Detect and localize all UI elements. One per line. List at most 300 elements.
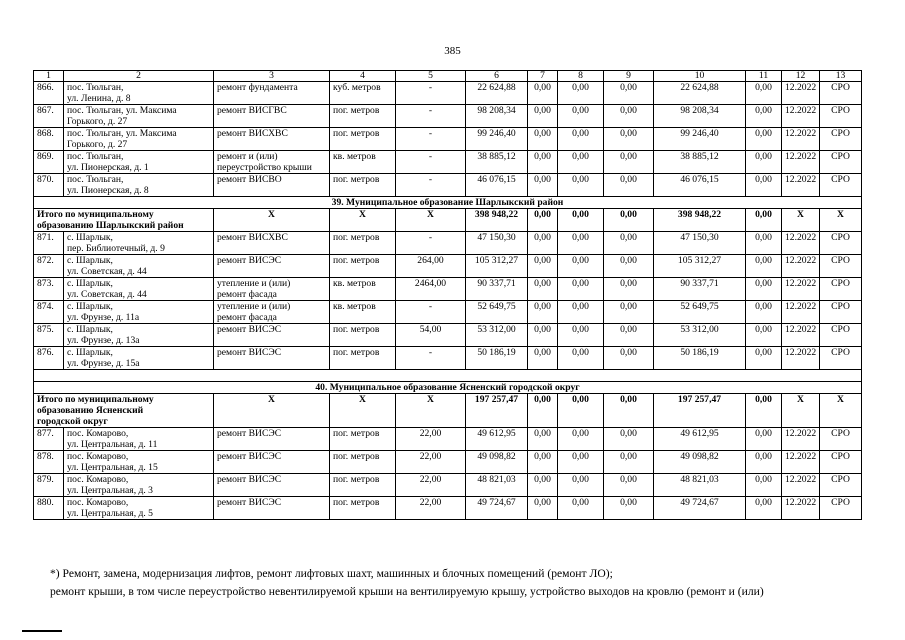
work-type-cell [214, 278, 330, 301]
column-number: 3 [214, 71, 330, 82]
total-cost-cell: 90 337,71 [466, 278, 528, 301]
row-number: 868. [34, 128, 64, 151]
work-type-cell [214, 232, 330, 255]
subtotal-value-cell: 0,00 [746, 209, 782, 232]
volume-cell: 54,00 [396, 324, 466, 347]
unit-cell: пог. метров [330, 428, 396, 451]
total-cost-cell: 49 612,95 [466, 428, 528, 451]
subtotal-label-line: городской округ [37, 416, 108, 427]
spacer-cell [34, 370, 862, 382]
source-cell: СРО [820, 128, 862, 151]
value-cell: 0,00 [528, 497, 558, 520]
date-cell: 12.2022 [782, 82, 820, 105]
capital-repair-table [33, 70, 862, 520]
address-line: с. Шарлык, [67, 255, 113, 266]
subtotal-value-cell: 0,00 [528, 209, 558, 232]
value-cell: 0,00 [604, 255, 654, 278]
table-row [34, 428, 862, 451]
value-cell: 0,00 [746, 82, 782, 105]
subtotal-label-line: Итого по муниципальному [37, 209, 154, 220]
subtotal-value-cell: 197 257,47 [654, 394, 746, 428]
source-cell: СРО [820, 174, 862, 197]
unit-cell: кв. метров [330, 278, 396, 301]
work-type-cell [214, 347, 330, 370]
subtotal-label-line: Итого по муниципальному [37, 394, 154, 405]
value-cell: 0,00 [558, 497, 604, 520]
table-row [34, 451, 862, 474]
footnote [50, 565, 890, 601]
value-cell: 0,00 [746, 428, 782, 451]
value-cell: 99 246,40 [654, 128, 746, 151]
work-type-line: ремонт и (или) [217, 151, 278, 162]
row-number: 872. [34, 255, 64, 278]
address-line: с. Шарлык, [67, 232, 113, 243]
column-number: 13 [820, 71, 862, 82]
table-row [34, 105, 862, 128]
value-cell: 0,00 [558, 151, 604, 174]
date-cell: 12.2022 [782, 474, 820, 497]
value-cell: 0,00 [604, 105, 654, 128]
value-cell: 0,00 [528, 324, 558, 347]
total-cost-cell: 105 312,27 [466, 255, 528, 278]
address-line: пос. Тюльган, [67, 82, 124, 93]
value-cell: 0,00 [604, 174, 654, 197]
value-cell: 0,00 [604, 347, 654, 370]
address-line: ул. Центральная, д. 3 [67, 485, 153, 496]
value-cell: 0,00 [746, 497, 782, 520]
column-number: 6 [466, 71, 528, 82]
subtotal-label-line: образованию Шарлыкский район [37, 220, 184, 231]
address-cell [64, 278, 214, 301]
row-number: 876. [34, 347, 64, 370]
total-cost-cell: 53 312,00 [466, 324, 528, 347]
value-cell: 0,00 [746, 301, 782, 324]
volume-cell: 22,00 [396, 451, 466, 474]
value-cell: 0,00 [746, 151, 782, 174]
address-line: пос. Тюльган, ул. Максима [67, 105, 177, 116]
date-cell: 12.2022 [782, 301, 820, 324]
value-cell: 49 724,67 [654, 497, 746, 520]
address-cell [64, 347, 214, 370]
row-number: 875. [34, 324, 64, 347]
volume-cell: 2464,00 [396, 278, 466, 301]
value-cell: 0,00 [558, 82, 604, 105]
table-row [34, 232, 862, 255]
volume-cell: - [396, 151, 466, 174]
subtotal-value-cell: 0,00 [604, 209, 654, 232]
volume-cell: - [396, 347, 466, 370]
source-cell: СРО [820, 105, 862, 128]
value-cell: 105 312,27 [654, 255, 746, 278]
address-line: Горького, д. 27 [67, 116, 128, 127]
volume-cell: - [396, 82, 466, 105]
table-row [34, 324, 862, 347]
subtotal-label-line: образованию Ясненский [37, 405, 144, 416]
table-row [34, 347, 862, 370]
value-cell: 0,00 [604, 301, 654, 324]
work-type-cell [214, 105, 330, 128]
subtotal-x-cell: Х [782, 209, 820, 232]
total-cost-cell: 49 724,67 [466, 497, 528, 520]
work-type-cell [214, 255, 330, 278]
total-cost-cell: 38 885,12 [466, 151, 528, 174]
table-row [34, 151, 862, 174]
total-cost-cell: 22 624,88 [466, 82, 528, 105]
volume-cell: - [396, 105, 466, 128]
value-cell: 0,00 [746, 232, 782, 255]
volume-cell: 264,00 [396, 255, 466, 278]
subtotal-x-cell: Х [330, 394, 396, 428]
row-number: 867. [34, 105, 64, 128]
address-line: с. Шарлык, [67, 301, 113, 312]
address-line: ул. Фрунзе, д. 13а [67, 335, 140, 346]
column-number: 2 [64, 71, 214, 82]
unit-cell: пог. метров [330, 255, 396, 278]
section-title: 39. Муниципальное образование Шарлыкский район [34, 197, 862, 209]
address-cell [64, 451, 214, 474]
spacer-row [34, 370, 862, 382]
subtotal-total-cell: 398 948,22 [466, 209, 528, 232]
value-cell: 0,00 [604, 151, 654, 174]
date-cell: 12.2022 [782, 232, 820, 255]
table-row [34, 82, 862, 105]
work-type-line: ремонт ВИСГВС [217, 105, 287, 116]
work-type-line: переустройство крыши [217, 162, 312, 173]
subtotal-value-cell: 0,00 [558, 209, 604, 232]
page-number: 385 [444, 45, 461, 57]
value-cell: 47 150,30 [654, 232, 746, 255]
address-line: ул. Пионерская, д. 1 [67, 162, 149, 173]
value-cell: 0,00 [558, 474, 604, 497]
address-cell [64, 497, 214, 520]
value-cell: 0,00 [604, 82, 654, 105]
value-cell: 0,00 [746, 128, 782, 151]
volume-cell: 22,00 [396, 428, 466, 451]
unit-cell: пог. метров [330, 105, 396, 128]
address-line: ул. Фрунзе, д. 11а [67, 312, 140, 323]
work-type-line: утепление и (или) [217, 301, 291, 312]
address-cell [64, 301, 214, 324]
footnote-line-2: ремонт крыши, в том числе переустройство невентилируемой крыши на вентилируемую крышу, устройство выходов на кровлю (ремонт и (или) [50, 585, 764, 598]
value-cell: 0,00 [558, 347, 604, 370]
date-cell: 12.2022 [782, 174, 820, 197]
unit-cell: пог. метров [330, 128, 396, 151]
value-cell: 0,00 [604, 232, 654, 255]
value-cell: 0,00 [746, 105, 782, 128]
volume-cell: 22,00 [396, 474, 466, 497]
value-cell: 22 624,88 [654, 82, 746, 105]
row-number: 873. [34, 278, 64, 301]
work-type-cell [214, 151, 330, 174]
subtotal-x-cell: Х [214, 394, 330, 428]
value-cell: 0,00 [558, 278, 604, 301]
bottom-rule [22, 630, 62, 632]
value-cell: 52 649,75 [654, 301, 746, 324]
date-cell: 12.2022 [782, 255, 820, 278]
address-cell [64, 128, 214, 151]
value-cell: 98 208,34 [654, 105, 746, 128]
date-cell: 12.2022 [782, 324, 820, 347]
address-cell [64, 255, 214, 278]
address-line: ул. Центральная, д. 11 [67, 439, 158, 450]
subtotal-x-cell: Х [396, 394, 466, 428]
value-cell: 0,00 [604, 497, 654, 520]
subtotal-x-cell: Х [396, 209, 466, 232]
subtotal-x-cell: Х [820, 394, 862, 428]
subtotal-x-cell: Х [214, 209, 330, 232]
work-type-cell [214, 497, 330, 520]
value-cell: 0,00 [746, 174, 782, 197]
date-cell: 12.2022 [782, 278, 820, 301]
unit-cell: кв. метров [330, 151, 396, 174]
value-cell: 0,00 [604, 128, 654, 151]
total-cost-cell: 47 150,30 [466, 232, 528, 255]
row-number: 878. [34, 451, 64, 474]
value-cell: 0,00 [746, 255, 782, 278]
work-type-cell [214, 301, 330, 324]
value-cell: 0,00 [746, 324, 782, 347]
address-line: с. Шарлык, [67, 347, 113, 358]
table-row [34, 255, 862, 278]
unit-cell: пог. метров [330, 347, 396, 370]
value-cell: 0,00 [528, 255, 558, 278]
volume-cell: - [396, 301, 466, 324]
address-cell [64, 324, 214, 347]
table-row [34, 497, 862, 520]
footnote-line-1: *) Ремонт, замена, модернизация лифтов, ремонт лифтовых шахт, машинных и блочных помещений (ремонт ЛО); [50, 567, 613, 580]
address-cell [64, 474, 214, 497]
address-line: пос. Комарово, [67, 428, 129, 439]
work-type-cell [214, 128, 330, 151]
date-cell: 12.2022 [782, 105, 820, 128]
table-row [34, 174, 862, 197]
work-type-cell [214, 428, 330, 451]
value-cell: 0,00 [604, 324, 654, 347]
value-cell: 0,00 [746, 347, 782, 370]
volume-cell: 22,00 [396, 497, 466, 520]
source-cell: СРО [820, 428, 862, 451]
value-cell: 0,00 [528, 301, 558, 324]
unit-cell: пог. метров [330, 497, 396, 520]
unit-cell: пог. метров [330, 174, 396, 197]
column-number-row [34, 71, 862, 82]
source-cell: СРО [820, 324, 862, 347]
row-number: 874. [34, 301, 64, 324]
address-line: ул. Фрунзе, д. 15а [67, 358, 140, 369]
work-type-line: ремонт фундамента [217, 82, 298, 93]
value-cell: 0,00 [528, 278, 558, 301]
value-cell: 0,00 [558, 301, 604, 324]
value-cell: 0,00 [558, 451, 604, 474]
value-cell: 0,00 [558, 428, 604, 451]
address-cell [64, 82, 214, 105]
subtotal-value-cell: 0,00 [746, 394, 782, 428]
work-type-cell [214, 324, 330, 347]
source-cell: СРО [820, 301, 862, 324]
total-cost-cell: 49 098,82 [466, 451, 528, 474]
section-title: 40. Муниципальное образование Ясненский городской округ [34, 382, 862, 394]
column-number: 5 [396, 71, 466, 82]
unit-cell: кв. метров [330, 301, 396, 324]
total-cost-cell: 48 821,03 [466, 474, 528, 497]
value-cell: 0,00 [604, 474, 654, 497]
unit-cell: пог. метров [330, 474, 396, 497]
total-cost-cell: 98 208,34 [466, 105, 528, 128]
unit-cell: пог. метров [330, 232, 396, 255]
column-number: 4 [330, 71, 396, 82]
value-cell: 0,00 [558, 105, 604, 128]
source-cell: СРО [820, 278, 862, 301]
row-number: 871. [34, 232, 64, 255]
subtotal-value-cell: 398 948,22 [654, 209, 746, 232]
value-cell: 0,00 [746, 278, 782, 301]
value-cell: 0,00 [528, 347, 558, 370]
value-cell: 0,00 [528, 128, 558, 151]
date-cell: 12.2022 [782, 347, 820, 370]
value-cell: 49 612,95 [654, 428, 746, 451]
value-cell: 0,00 [558, 232, 604, 255]
work-type-line: ремонт фасада [217, 289, 277, 300]
value-cell: 0,00 [558, 128, 604, 151]
value-cell: 0,00 [528, 232, 558, 255]
section-header-row [34, 382, 862, 394]
address-line: пос. Комарово, [67, 474, 129, 485]
column-number: 11 [746, 71, 782, 82]
row-number: 877. [34, 428, 64, 451]
total-cost-cell: 52 649,75 [466, 301, 528, 324]
date-cell: 12.2022 [782, 497, 820, 520]
source-cell: СРО [820, 255, 862, 278]
work-type-line: ремонт ВИСЭС [217, 497, 282, 508]
address-line: пос. Тюльган, ул. Максима [67, 128, 177, 139]
value-cell: 53 312,00 [654, 324, 746, 347]
subtotal-value-cell: 0,00 [558, 394, 604, 428]
unit-cell: пог. метров [330, 324, 396, 347]
value-cell: 0,00 [528, 474, 558, 497]
work-type-line: ремонт фасада [217, 312, 277, 323]
total-cost-cell: 99 246,40 [466, 128, 528, 151]
unit-cell: куб. метров [330, 82, 396, 105]
value-cell: 0,00 [746, 451, 782, 474]
row-number: 869. [34, 151, 64, 174]
value-cell: 48 821,03 [654, 474, 746, 497]
value-cell: 49 098,82 [654, 451, 746, 474]
date-cell: 12.2022 [782, 151, 820, 174]
subtotal-label-cell [34, 209, 214, 232]
value-cell: 90 337,71 [654, 278, 746, 301]
table-row [34, 128, 862, 151]
column-number: 7 [528, 71, 558, 82]
address-cell [64, 105, 214, 128]
address-line: с. Шарлык, [67, 324, 113, 335]
address-line: ул. Ленина, д. 8 [67, 93, 131, 104]
source-cell: СРО [820, 347, 862, 370]
work-type-cell [214, 451, 330, 474]
value-cell: 46 076,15 [654, 174, 746, 197]
value-cell: 0,00 [558, 255, 604, 278]
row-number: 866. [34, 82, 64, 105]
total-cost-cell: 50 186,19 [466, 347, 528, 370]
value-cell: 0,00 [558, 324, 604, 347]
source-cell: СРО [820, 232, 862, 255]
value-cell: 38 885,12 [654, 151, 746, 174]
date-cell: 12.2022 [782, 428, 820, 451]
address-line: ул. Центральная, д. 5 [67, 508, 153, 519]
column-number: 8 [558, 71, 604, 82]
work-type-cell [214, 174, 330, 197]
work-type-line: ремонт ВИСЭС [217, 324, 282, 335]
address-line: ул. Центральная, д. 15 [67, 462, 158, 473]
address-line: пос. Комарово, [67, 451, 129, 462]
work-type-line: ремонт ВИСЭС [217, 347, 282, 358]
value-cell: 0,00 [528, 451, 558, 474]
date-cell: 12.2022 [782, 451, 820, 474]
address-cell [64, 428, 214, 451]
address-line: пос. Комарово, [67, 497, 129, 508]
subtotal-total-cell: 197 257,47 [466, 394, 528, 428]
column-number: 9 [604, 71, 654, 82]
row-number: 870. [34, 174, 64, 197]
work-type-line: ремонт ВИСЭС [217, 474, 282, 485]
value-cell: 0,00 [558, 174, 604, 197]
subtotal-x-cell: Х [820, 209, 862, 232]
value-cell: 0,00 [528, 82, 558, 105]
address-line: пос. Тюльган, [67, 174, 124, 185]
row-number: 879. [34, 474, 64, 497]
work-type-cell [214, 474, 330, 497]
table-row [34, 301, 862, 324]
address-line: Горького, д. 27 [67, 139, 128, 150]
total-cost-cell: 46 076,15 [466, 174, 528, 197]
source-cell: СРО [820, 151, 862, 174]
table-row [34, 278, 862, 301]
value-cell: 0,00 [746, 474, 782, 497]
volume-cell: - [396, 128, 466, 151]
value-cell: 0,00 [604, 428, 654, 451]
value-cell: 0,00 [528, 151, 558, 174]
value-cell: 0,00 [528, 105, 558, 128]
value-cell: 0,00 [528, 428, 558, 451]
address-line: ул. Пионерская, д. 8 [67, 185, 149, 196]
work-type-line: утепление и (или) [217, 278, 291, 289]
column-number: 12 [782, 71, 820, 82]
work-type-line: ремонт ВИСХВС [217, 128, 288, 139]
subtotal-value-cell: 0,00 [528, 394, 558, 428]
address-cell [64, 151, 214, 174]
address-cell [64, 232, 214, 255]
volume-cell: - [396, 174, 466, 197]
address-line: пер. Библиотечный, д. 9 [67, 243, 165, 254]
address-line: пос. Тюльган, [67, 151, 124, 162]
value-cell: 0,00 [604, 451, 654, 474]
address-cell [64, 174, 214, 197]
address-line: с. Шарлык, [67, 278, 113, 289]
source-cell: СРО [820, 474, 862, 497]
date-cell: 12.2022 [782, 128, 820, 151]
source-cell: СРО [820, 497, 862, 520]
source-cell: СРО [820, 451, 862, 474]
source-cell: СРО [820, 82, 862, 105]
work-type-line: ремонт ВИСХВС [217, 232, 288, 243]
subtotal-value-cell: 0,00 [604, 394, 654, 428]
work-type-line: ремонт ВИСЭС [217, 255, 282, 266]
row-number: 880. [34, 497, 64, 520]
table-row [34, 474, 862, 497]
column-number: 10 [654, 71, 746, 82]
unit-cell: пог. метров [330, 451, 396, 474]
subtotal-label-cell [34, 394, 214, 428]
subtotal-x-cell: Х [330, 209, 396, 232]
